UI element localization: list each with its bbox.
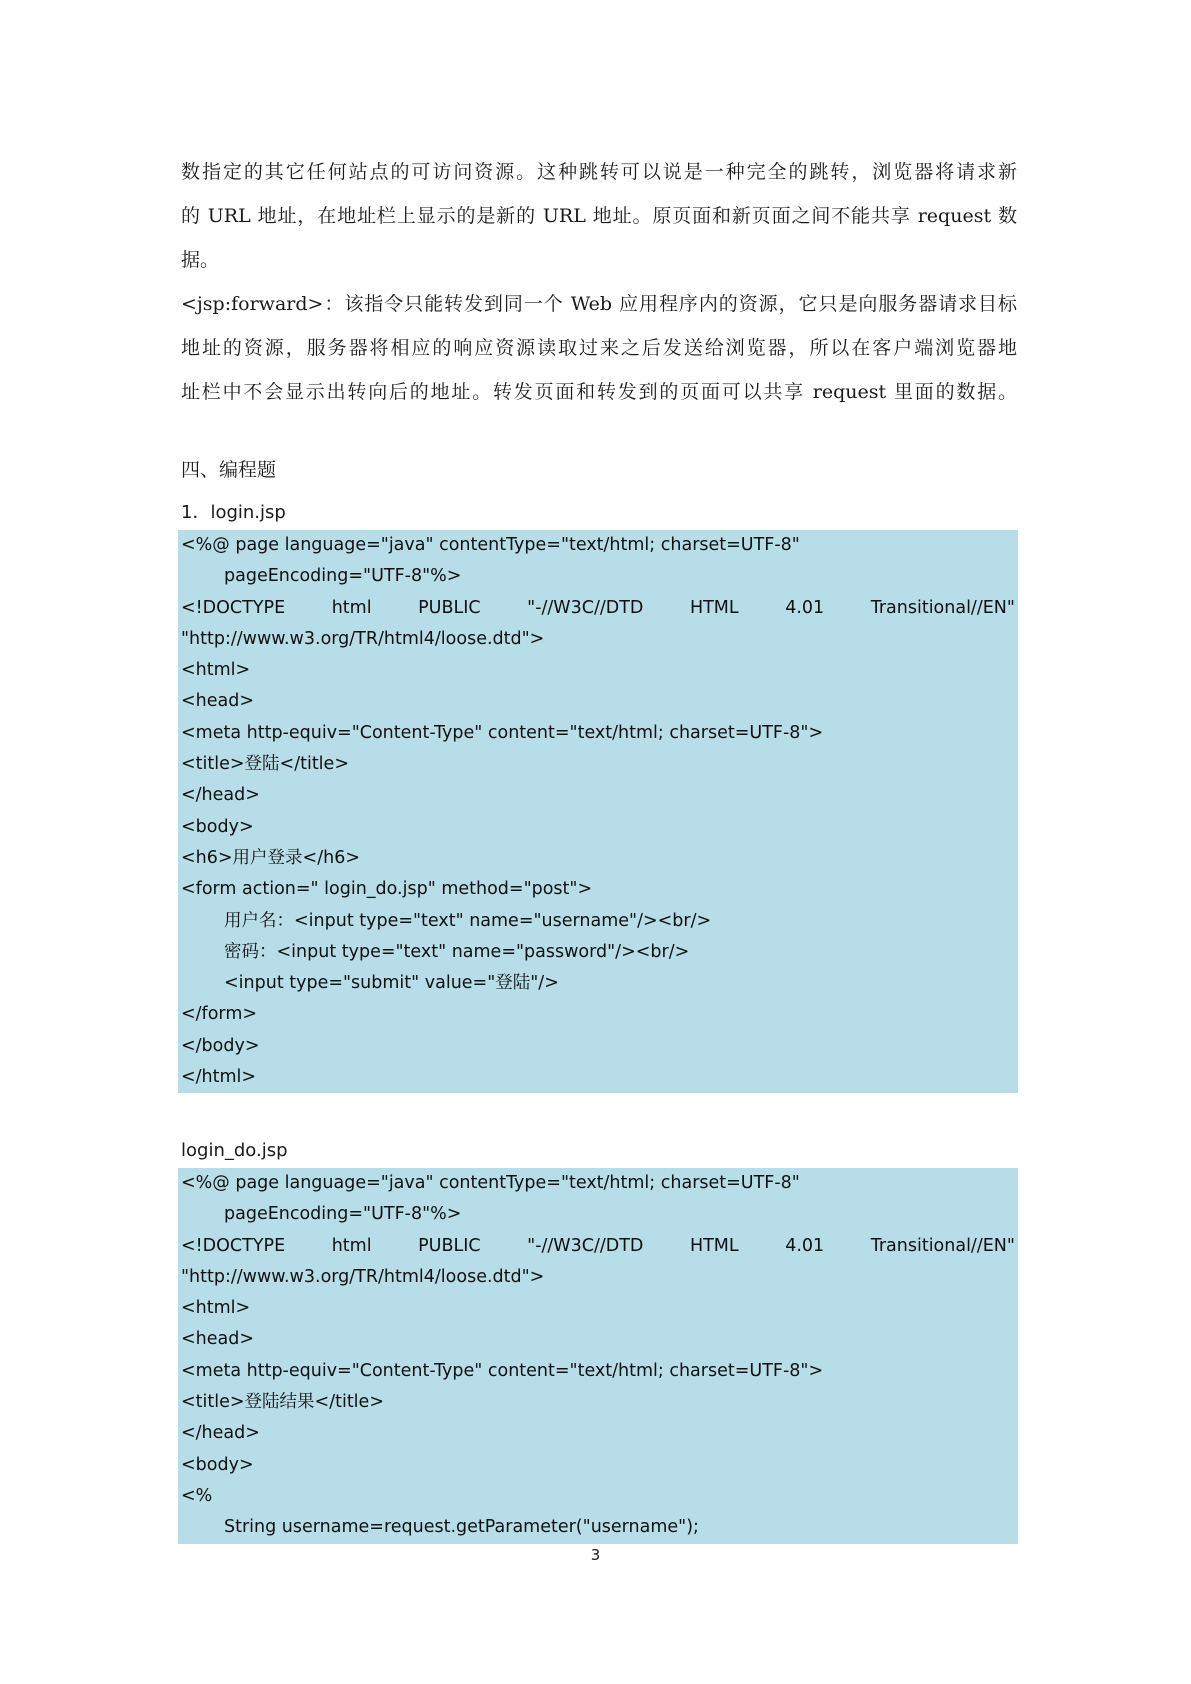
code-label-login-do: login_do.jsp: [181, 1140, 288, 1161]
paragraph-line: 的 URL 地址，在地址栏上显示的是新的 URL 地址。原页面和新页面之间不能共享 request 数: [181, 205, 1017, 227]
code-line: </head>: [181, 785, 260, 806]
paragraph-redirect: [181, 150, 1017, 282]
doctype-token: 4.01: [785, 597, 825, 618]
paragraph-line: 址栏中不会显示出转向后的地址。转发页面和转发到的页面可以共享 request 里面的数据。: [181, 381, 1017, 403]
doctype-token: html: [331, 597, 372, 618]
doctype-token: <!DOCTYPE: [181, 1235, 286, 1256]
code-line: <title>登陆结果</title>: [181, 1392, 384, 1413]
code-line: "http://www.w3.org/TR/html4/loose.dtd">: [181, 1266, 545, 1287]
code-line: <h6>用户登录</h6>: [181, 847, 360, 868]
doctype-token: "-//W3C//DTD: [527, 597, 644, 618]
page-number: 3: [590, 1546, 601, 1564]
code-line-doctype: [178, 593, 1018, 624]
code-line: <head>: [181, 691, 255, 712]
code-line: <%@ page language="java" contentType="text/html; charset=UTF-8": [181, 1173, 800, 1193]
code-block-login-do: [178, 1168, 1018, 1544]
code-line: pageEncoding="UTF-8"%>: [224, 566, 462, 587]
paragraph-line: 据。: [181, 249, 220, 271]
code-line: <body>: [181, 1454, 254, 1475]
paragraph-line: 数指定的其它任何站点的可访问资源。这种跳转可以说是一种完全的跳转，浏览器将请求新: [181, 161, 1017, 183]
code-line: <meta http-equiv="Content-Type" content="text/html; charset=UTF-8">: [181, 722, 824, 743]
doctype-token: PUBLIC: [418, 1235, 481, 1256]
code-label-login: 1．login.jsp: [181, 502, 286, 523]
code-line: <form action=" login_do.jsp" method="post">: [181, 879, 593, 900]
doctype-token: "-//W3C//DTD: [527, 1235, 644, 1256]
code-line-doctype: [178, 1231, 1018, 1262]
code-line: <meta http-equiv="Content-Type" content="text/html; charset=UTF-8">: [181, 1360, 824, 1381]
code-line: </head>: [181, 1423, 260, 1444]
code-line: pageEncoding="UTF-8"%>: [224, 1204, 462, 1225]
code-line: "http://www.w3.org/TR/html4/loose.dtd">: [181, 628, 545, 649]
doctype-token: PUBLIC: [418, 597, 481, 618]
doctype-token: 4.01: [785, 1235, 825, 1256]
doctype-token: HTML: [689, 1235, 739, 1256]
code-line: </form>: [181, 1004, 258, 1025]
code-block-login: [178, 530, 1018, 1093]
paragraph-forward: [181, 282, 1017, 414]
code-line: <html>: [181, 1298, 251, 1319]
paragraph-line: 地址的资源，服务器将相应的响应资源读取过来之后发送给浏览器，所以在客户端浏览器地: [181, 337, 1017, 359]
code-line: <head>: [181, 1329, 255, 1350]
code-line: <html>: [181, 660, 251, 681]
doctype-token: HTML: [689, 597, 739, 618]
code-line: <body>: [181, 816, 254, 837]
code-line: String username=request.getParameter("username");: [224, 1517, 699, 1538]
code-line: </html>: [181, 1067, 257, 1088]
doctype-token: <!DOCTYPE: [181, 597, 286, 618]
code-line: <title>登陆</title>: [181, 754, 349, 775]
code-line: 用户名：<input type="text" name="username"/><br/>: [224, 910, 712, 931]
code-line: <%@ page language="java" contentType="text/html; charset=UTF-8": [181, 535, 800, 555]
doctype-token: Transitional//EN": [870, 1235, 1015, 1256]
doctype-token: Transitional//EN": [870, 597, 1015, 618]
code-line: <%: [181, 1485, 213, 1506]
code-line: 密码：<input type="text" name="password"/><br/>: [224, 941, 690, 962]
paragraph-line: <jsp:forward>：该指令只能转发到同一个 Web 应用程序内的资源，它只是向服务器请求目标: [181, 293, 1017, 315]
doctype-token: html: [331, 1235, 372, 1256]
section-heading: 四、编程题: [181, 459, 277, 481]
code-line: </body>: [181, 1035, 260, 1056]
code-line: <input type="submit" value="登陆"/>: [224, 973, 559, 994]
